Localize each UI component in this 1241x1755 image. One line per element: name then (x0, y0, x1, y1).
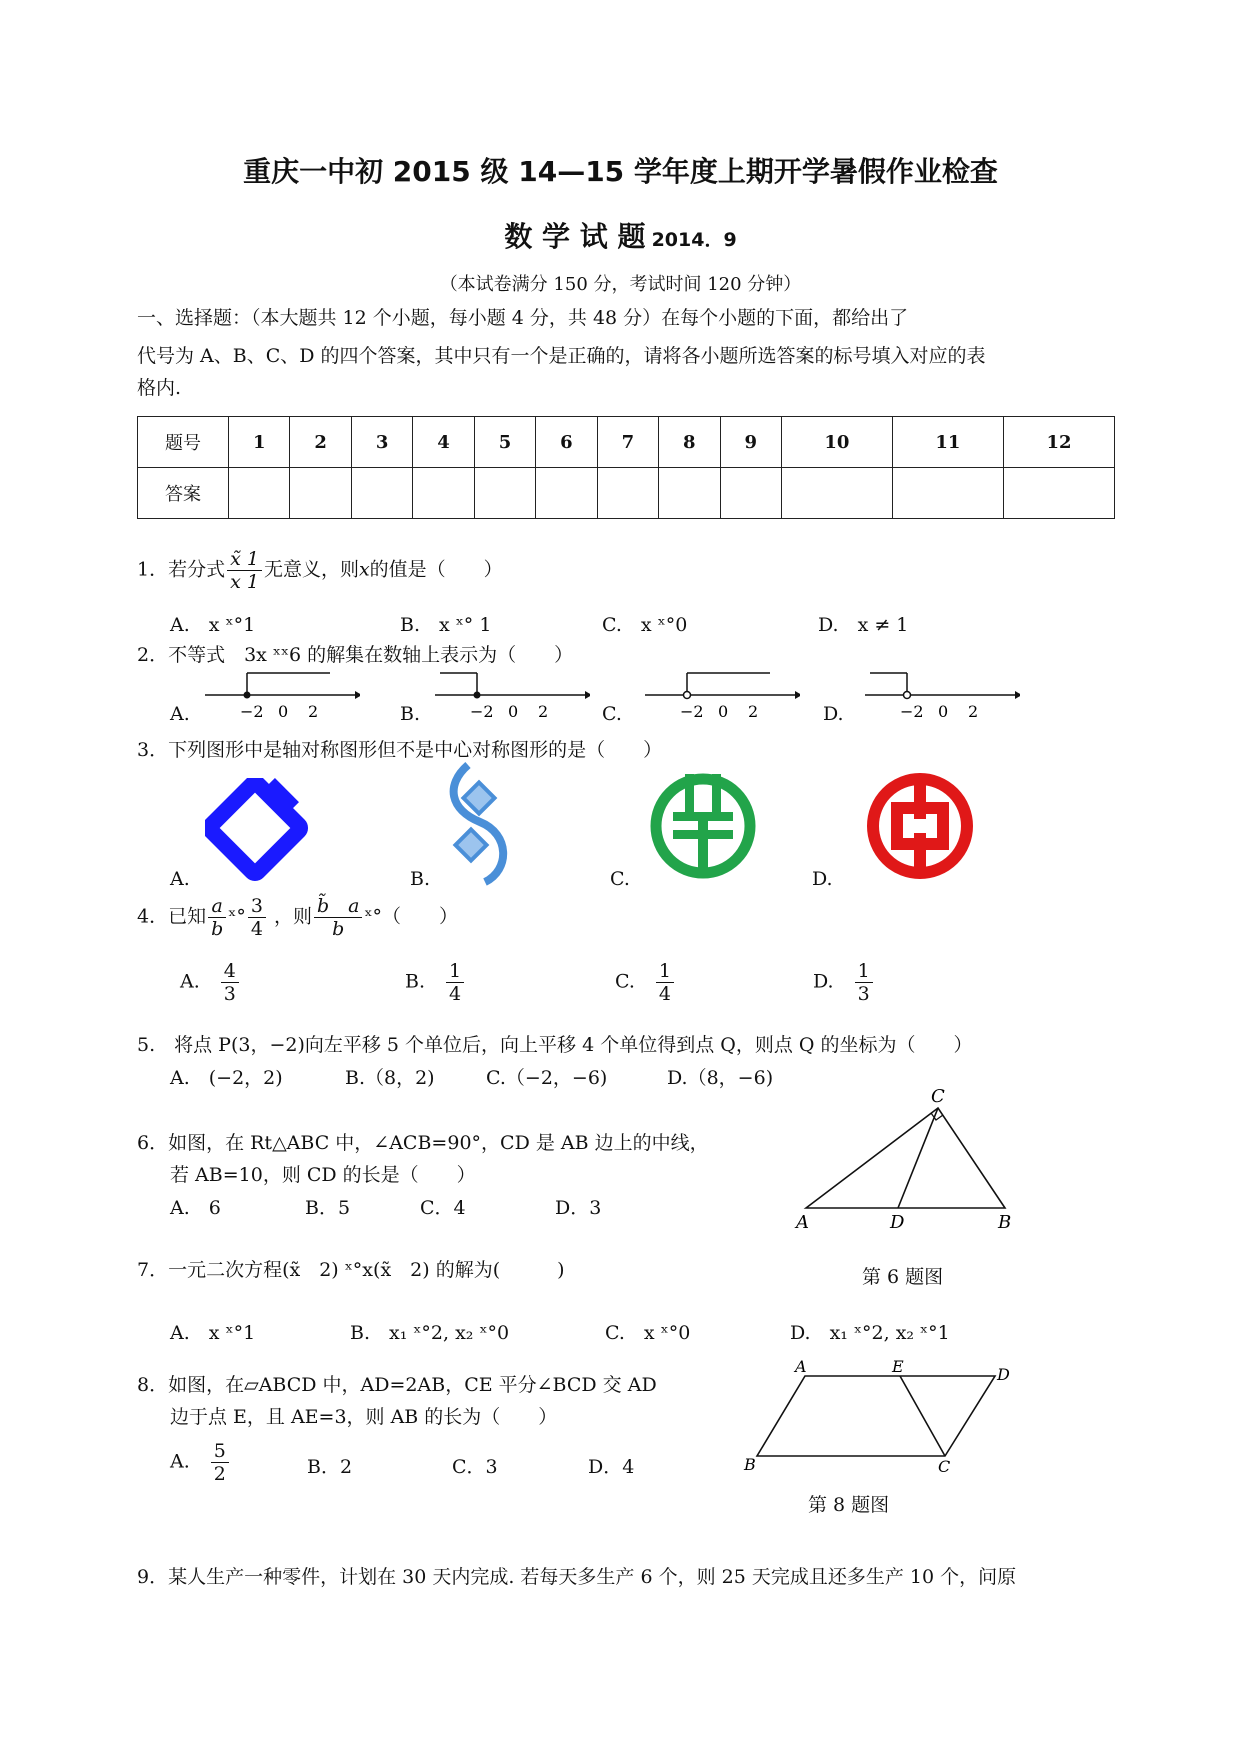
q6-label-b: B (998, 1212, 1012, 1233)
bank-logo-b-icon (440, 760, 520, 890)
q4-mid: ˣ° (228, 905, 246, 928)
exam-subtitle (0, 215, 1241, 255)
q8-a-num: 5 (211, 1440, 229, 1463)
table-number: 6 (536, 417, 597, 468)
q8-a-den: 2 (213, 1463, 226, 1485)
answer-cell[interactable] (659, 468, 720, 519)
question-1-stem (137, 548, 503, 593)
q1-option-b[interactable]: B. x ˣ° 1 (400, 614, 492, 636)
q6-option-a[interactable]: A. 6 (170, 1197, 221, 1219)
q4-f2-num: 3 (248, 895, 266, 918)
q4-option-c[interactable] (615, 960, 676, 1005)
question-4-stem (137, 895, 458, 940)
q6-label-d: D (890, 1212, 905, 1233)
q4-a-num: 4 (221, 960, 239, 983)
q8-caption: 第 8 题图 (808, 1494, 890, 1516)
q3-option-d[interactable]: D. (812, 868, 833, 890)
q8-label-c: C (938, 1457, 951, 1476)
table-number: 1 (229, 417, 290, 468)
table-number: 11 (892, 417, 1003, 468)
q8-a-fraction (211, 1440, 229, 1485)
q3-option-a[interactable]: A. (170, 868, 190, 890)
table-number: 5 (474, 417, 535, 468)
q1-var: x (358, 558, 370, 581)
question-2-stem: 2．不等式 3x ˣˣ6 的解集在数轴上表示为（ ） (137, 644, 574, 666)
q7-option-a[interactable]: A. x ˣ°1 (170, 1322, 256, 1344)
q4-c-den: 4 (658, 983, 672, 1005)
q6-label-a: A (796, 1212, 809, 1233)
q6-triangle-figure (790, 1088, 1030, 1238)
tick-label: 0 (718, 702, 729, 721)
table-head-number: 题号 (138, 417, 229, 468)
q5-option-a[interactable]: A. (−2，2) (170, 1067, 283, 1089)
q2-option-a[interactable]: A. (170, 703, 190, 725)
question-7-stem: 7．一元二次方程(x̃ 2) ˣ°x(x̃ 2) 的解为( ) (137, 1259, 565, 1281)
q8-option-d[interactable]: D．4 (588, 1456, 635, 1478)
q2-option-c[interactable]: C. (602, 703, 622, 725)
q4-c-label: C. (615, 970, 635, 993)
q8-label-a: A (795, 1358, 807, 1376)
table-number: 4 (413, 417, 474, 468)
q4-c-fraction (656, 960, 674, 1005)
q4-f1-num: a (208, 895, 226, 918)
q4-f3-den: b (332, 918, 345, 940)
q5-option-c[interactable]: C.（−2，−6) (486, 1067, 608, 1089)
q6-option-c[interactable]: C．4 (420, 1197, 466, 1219)
question-8-line-1: 8．如图，在▱ABCD 中，AD=2AB，CE 平分∠BCD 交 AD (137, 1374, 657, 1396)
q4-fraction-3 (314, 895, 363, 940)
q6-label-c: C (931, 1088, 945, 1107)
q4-option-a[interactable] (180, 960, 241, 1005)
answer-cell[interactable] (1003, 468, 1114, 519)
tick-label: 0 (278, 702, 289, 721)
tick-label: −2 (240, 702, 264, 721)
q4-end: ˣ°（ ） (364, 905, 459, 928)
question-3-stem: 3．下列图形中是轴对称图形但不是中心对称图形的是（ ） (137, 739, 663, 761)
q4-b-label: B. (405, 970, 426, 993)
section-intro-3: 格内. (137, 377, 182, 399)
exam-note: （本试卷满分 150 分，考试时间 120 分钟） (439, 274, 802, 295)
q8-option-a[interactable] (170, 1440, 231, 1485)
question-8-line-2: 边于点 E，且 AE=3，则 AB 的长为（ ） (170, 1406, 558, 1428)
q4-a-den: 3 (223, 983, 236, 1005)
answer-cell[interactable] (290, 468, 351, 519)
tick-label: 2 (308, 702, 319, 721)
q4-pre: 4．已知 (137, 905, 207, 928)
answer-cell[interactable] (413, 468, 474, 519)
q4-option-b[interactable] (405, 960, 466, 1005)
number-line-a (200, 665, 360, 725)
q6-option-d[interactable]: D．3 (555, 1197, 602, 1219)
answer-cell[interactable] (351, 468, 412, 519)
q4-b-num: 1 (446, 960, 464, 983)
q4-d-fraction (855, 960, 873, 1005)
q5-option-b[interactable]: B.（8，2) (345, 1067, 435, 1089)
table-head-answer: 答案 (138, 468, 229, 519)
section-intro-2: 代号为 A、B、C、D 的四个答案，其中只有一个是正确的，请将各小题所选答案的标号填入对应的表 (137, 345, 986, 367)
question-5-stem: 5. 将点 P(3，−2)向左平移 5 个单位后，向上平移 4 个单位得到点 Q，则点 Q 的坐标为（ ） (137, 1034, 973, 1056)
q7-option-b[interactable]: B. x₁ ˣ°2, x₂ ˣ°0 (350, 1322, 510, 1344)
tick-label: 0 (938, 702, 949, 721)
q4-d-den: 3 (857, 983, 870, 1005)
q7-option-c[interactable]: C. x ˣ°0 (605, 1322, 691, 1344)
exam-title: 重庆一中初 2015 级 14—15 学年度上期开学暑假作业检查 (243, 155, 998, 188)
bank-logo-c-icon (643, 768, 763, 888)
table-number: 7 (597, 417, 658, 468)
bank-logo-d-icon (860, 768, 980, 888)
q4-c-num: 1 (656, 960, 674, 983)
q4-f1-den: b (211, 918, 224, 940)
q3-option-b[interactable]: B. (410, 868, 431, 890)
table-number: 8 (659, 417, 720, 468)
table-number: 2 (290, 417, 351, 468)
tick-label: −2 (470, 702, 494, 721)
q4-f3-num: b̃ a (314, 895, 363, 918)
bank-logo-a-icon (205, 778, 315, 888)
q4-d-label: D. (813, 970, 834, 993)
q4-option-d[interactable] (813, 960, 875, 1005)
answer-cell[interactable] (597, 468, 658, 519)
question-6-line-2: 若 AB=10，则 CD 的长是（ ） (170, 1164, 476, 1186)
q4-a-label: A. (180, 970, 200, 993)
q1-option-c[interactable]: C. x ˣ°0 (602, 614, 688, 636)
answer-table (137, 416, 1115, 519)
q2-option-d[interactable]: D. (823, 703, 844, 725)
number-line-d (860, 665, 1020, 725)
q1-post2: 的值是（ ） (369, 558, 503, 581)
answer-table-number-row (138, 417, 1115, 468)
q8-label-e: E (892, 1358, 904, 1376)
q1-numerator: x̃ 1 (227, 548, 262, 571)
q6-caption: 第 6 题图 (862, 1266, 944, 1288)
q1-fraction (227, 548, 262, 593)
q6-option-b[interactable]: B．5 (305, 1197, 351, 1219)
q8-label-d: D (997, 1365, 1010, 1384)
answer-cell[interactable] (474, 468, 535, 519)
q8-parallelogram-figure (740, 1358, 1020, 1478)
answer-cell[interactable] (536, 468, 597, 519)
q8-a-label: A. (170, 1450, 190, 1473)
answer-cell[interactable] (892, 468, 1003, 519)
q8-option-b[interactable]: B．2 (307, 1456, 353, 1478)
table-number: 12 (1003, 417, 1114, 468)
answer-table-answer-row (138, 468, 1115, 519)
q4-b-fraction (446, 960, 464, 1005)
q4-then: ，则 (273, 905, 312, 928)
q4-d-num: 1 (855, 960, 873, 983)
q1-option-a[interactable]: A. x ˣ°1 (170, 614, 256, 636)
answer-cell[interactable] (720, 468, 781, 519)
q2-option-b[interactable]: B. (400, 703, 421, 725)
table-number: 3 (351, 417, 412, 468)
q4-a-fraction (221, 960, 239, 1005)
q1-denominator: x 1 (230, 571, 259, 593)
q3-option-c[interactable]: C. (610, 868, 630, 890)
table-number: 10 (781, 417, 892, 468)
q1-option-d[interactable]: D. x ≠ 1 (818, 614, 909, 636)
q4-b-den: 4 (449, 983, 462, 1005)
q5-option-d[interactable]: D.（8，−6) (667, 1067, 774, 1089)
q7-option-d[interactable]: D. x₁ ˣ°2, x₂ ˣ°1 (790, 1322, 950, 1344)
q1-post: 无意义，则 (263, 558, 359, 581)
q8-label-b: B (744, 1455, 756, 1474)
number-line-b (430, 665, 590, 725)
tick-label: −2 (680, 702, 704, 721)
tick-label: 2 (538, 702, 549, 721)
tick-label: 2 (748, 702, 759, 721)
q4-fraction-2 (248, 895, 266, 940)
answer-cell[interactable] (229, 468, 290, 519)
table-number: 9 (720, 417, 781, 468)
section-intro-1: 一、选择题：（本大题共 12 个小题，每小题 4 分，共 48 分）在每个小题的下面，都给出了 (137, 307, 909, 329)
question-9-stem: 9．某人生产一种零件，计划在 30 天内完成. 若每天多生产 6 个，则 25 天完成且还多生产 10 个，问原 (137, 1566, 1017, 1588)
q4-f2-den: 4 (250, 918, 263, 940)
tick-label: 0 (508, 702, 519, 721)
answer-cell[interactable] (781, 468, 892, 519)
question-6-line-1: 6．如图，在 Rt△ABC 中，∠ACB=90°，CD 是 AB 边上的中线， (137, 1132, 709, 1154)
q1-pre: 1．若分式 (137, 558, 226, 581)
tick-label: 2 (968, 702, 979, 721)
number-line-c (640, 665, 800, 725)
tick-label: −2 (900, 702, 924, 721)
exam-date: 2014．9 (651, 229, 737, 251)
q4-fraction-1 (208, 895, 226, 940)
q8-option-c[interactable]: C．3 (452, 1456, 498, 1478)
subtitle-text: 数 学 试 题 (504, 220, 646, 253)
